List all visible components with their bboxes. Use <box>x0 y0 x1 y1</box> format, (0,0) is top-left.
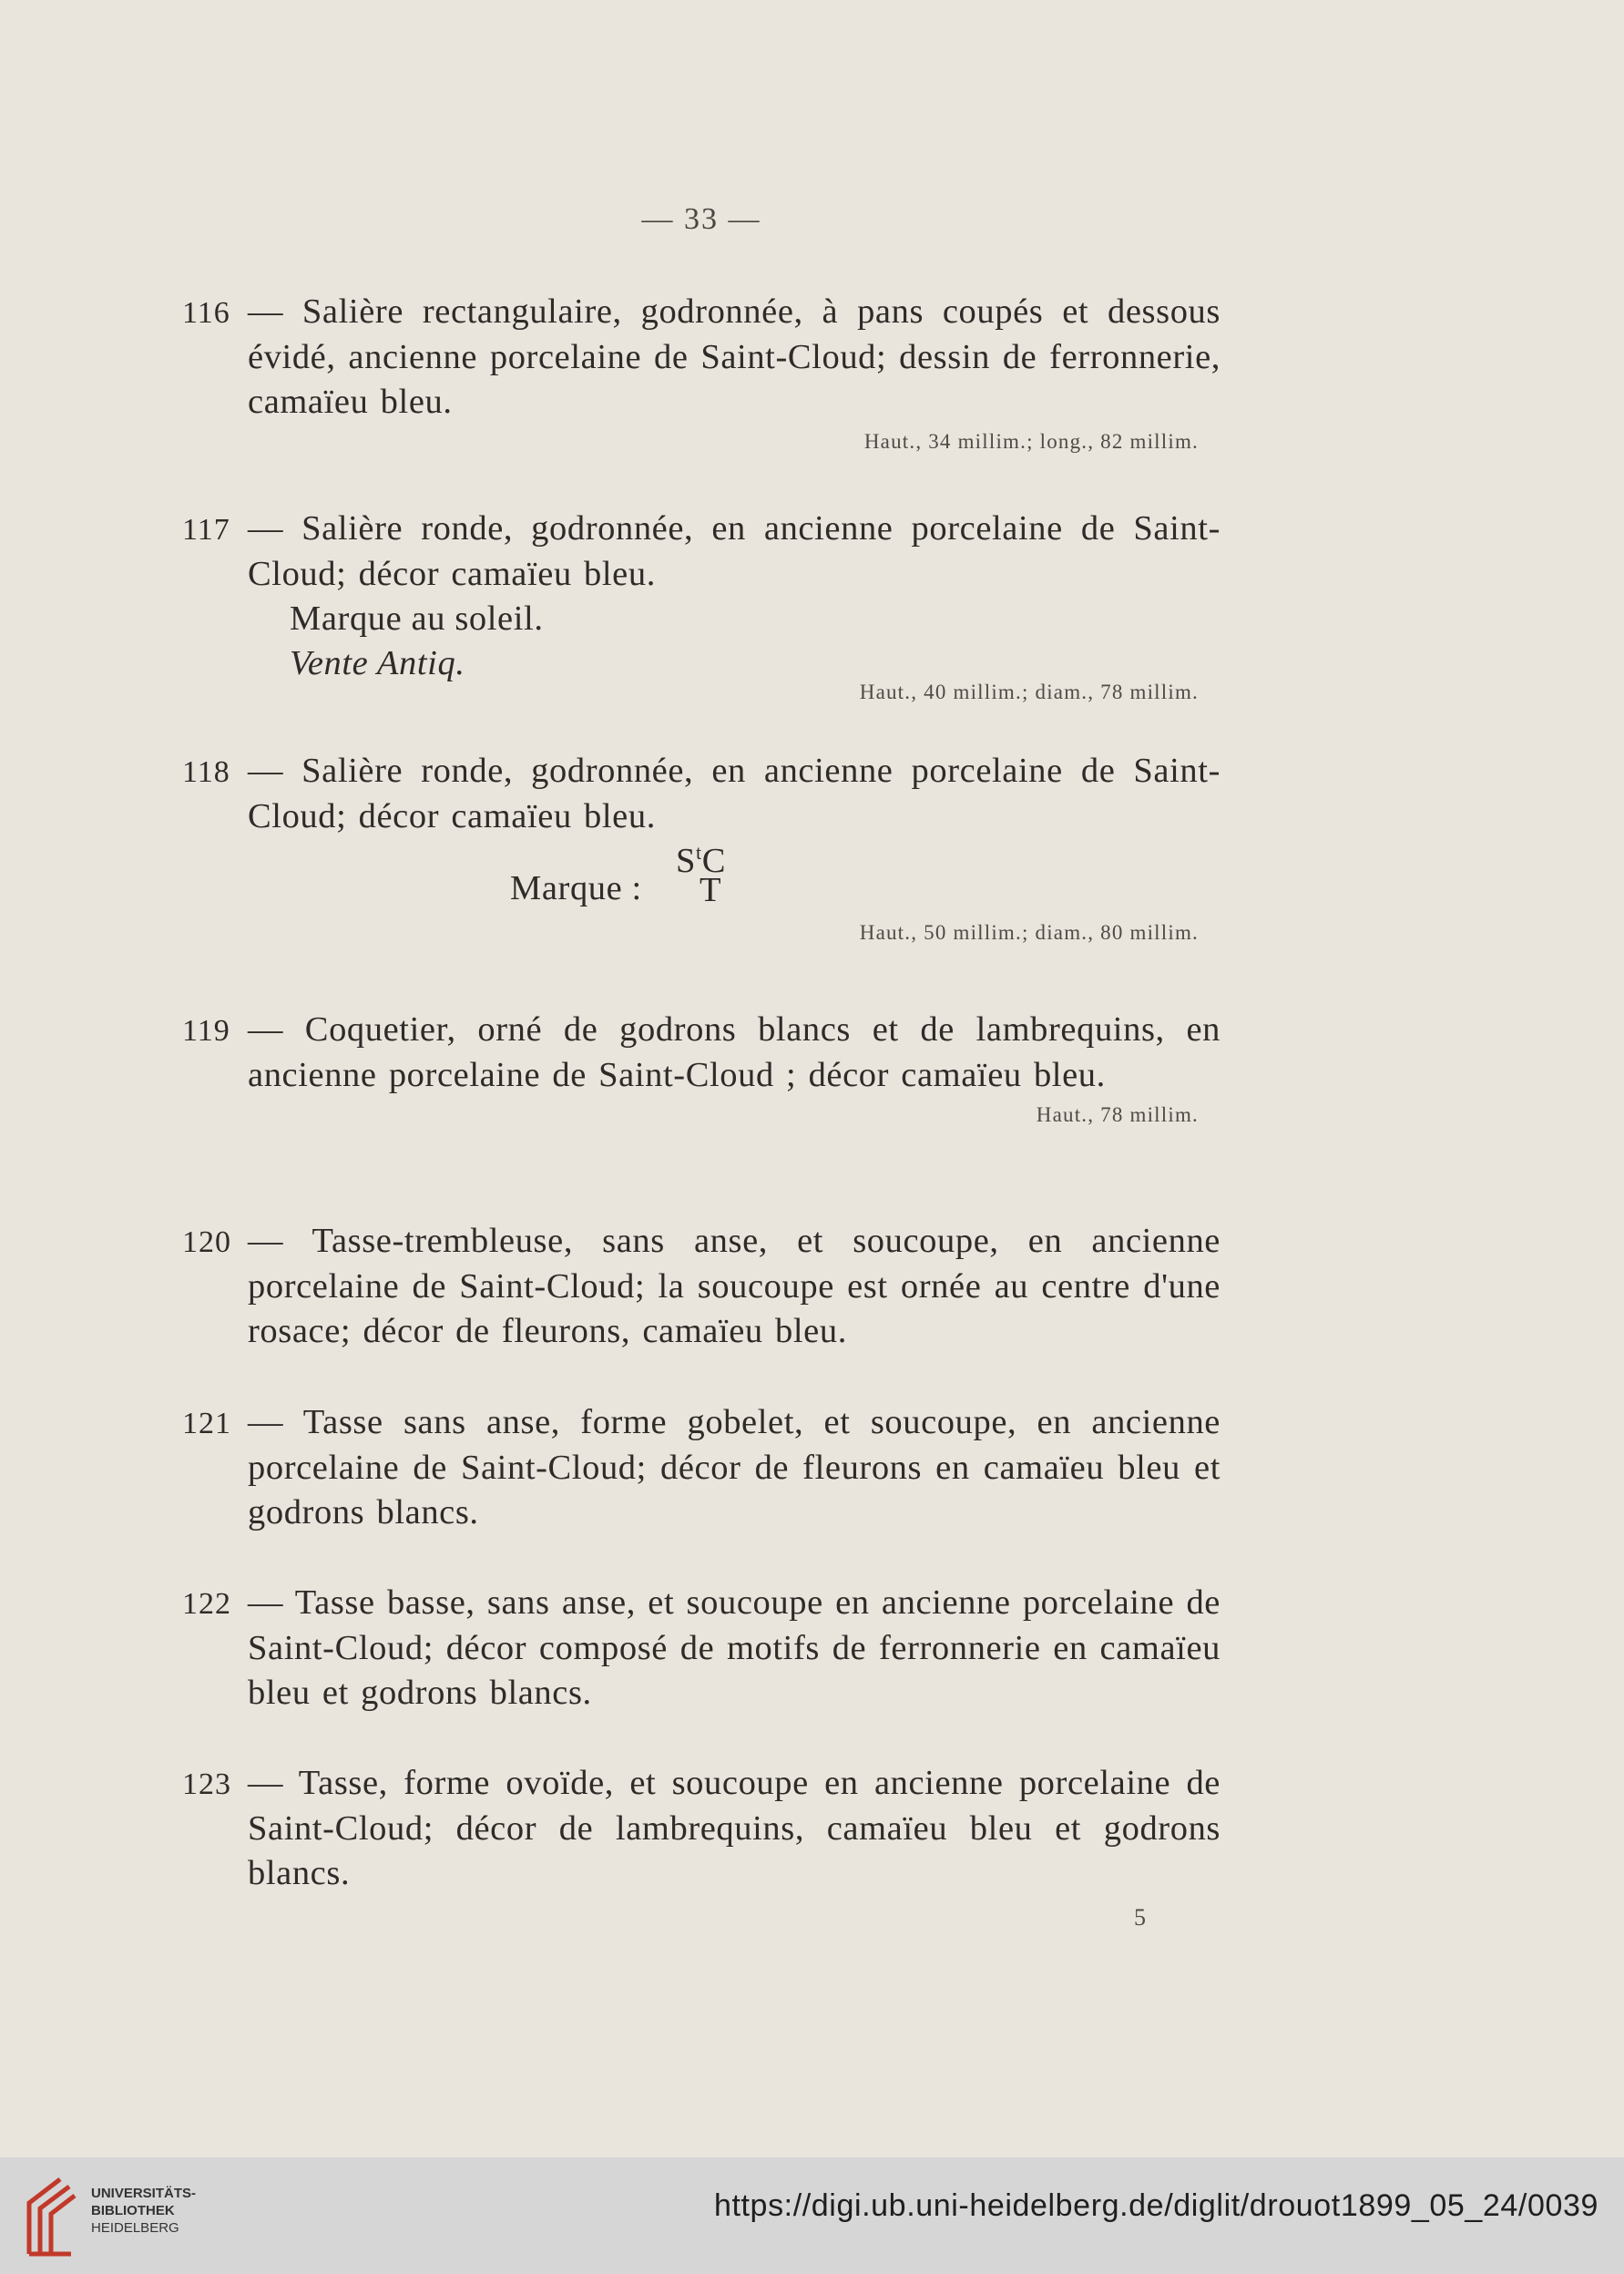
entry-number: 120 <box>182 1225 231 1259</box>
entry-number: 121 <box>182 1407 231 1440</box>
entry-number: 118 <box>182 755 230 789</box>
entry-text: — Tasse basse, sans anse, et soucoupe en ancienne porcelaine de Saint-Cloud; décor composé de motifs de ferronnerie en camaïeu bleu et godrons blancs. <box>248 1583 1221 1712</box>
mark-label: Marque : <box>510 869 642 907</box>
catalog-entry-119 <box>182 1008 1221 1127</box>
entry-text: — Tasse-trembleuse, sans anse, et soucoupe, en ancienne porcelaine de Saint-Cloud; la soucoupe est ornée au centre d'une rosace; décor de fleurons, camaïeu bleu. <box>248 1222 1221 1350</box>
ub-heidelberg-logo-icon <box>18 2172 82 2259</box>
digital-copy-url-link[interactable]: https://digi.ub.uni-heidelberg.de/diglit/drouot1899_05_24/0039 <box>713 2188 1598 2223</box>
entry-mark: Marque au soleil. <box>290 599 544 638</box>
entry-number: 117 <box>182 513 230 547</box>
catalog-entry-120 <box>182 1219 1221 1354</box>
entry-text: — Coquetier, orné de godrons blancs et de lambrequins, en ancienne porcelaine de Saint-Cloud ; décor camaïeu bleu. <box>248 1010 1221 1094</box>
entry-number: 116 <box>182 296 230 330</box>
entry-text: — Salière rectangulaire, godronnée, à pans coupés et dessous évidé, ancienne porcelaine de Saint-Cloud; dessin de ferronnerie, camaïeu bleu. <box>248 292 1221 421</box>
entry-number: 123 <box>182 1767 231 1801</box>
signature-mark: 5 <box>1134 1904 1146 1931</box>
entry-dimensions: Haut., 50 millim.; diam., 80 millim. <box>859 921 1199 944</box>
entry-mark <box>182 843 1221 916</box>
entry-dimensions: Haut., 34 millim.; long., 82 millim. <box>863 430 1199 453</box>
entry-number: 122 <box>182 1587 231 1621</box>
catalog-entry-122 <box>182 1581 1221 1716</box>
mark-monogram-bottom: T <box>700 871 722 909</box>
catalog-entry-117 <box>182 507 1221 704</box>
entry-text: — Tasse sans anse, forme gobelet, et soucoupe, en ancienne porcelaine de Saint-Cloud; décor de fleurons en camaïeu bleu et godrons blancs. <box>248 1403 1221 1531</box>
page-number: — 33 — <box>641 202 761 236</box>
entry-text: — Salière ronde, godronnée, en ancienne porcelaine de Saint-Cloud; décor camaïeu bleu. <box>248 509 1221 593</box>
mark-monogram-top: $S^tC$ <box>676 841 727 880</box>
footer-bar <box>0 2157 1624 2274</box>
catalog-entry-118 <box>182 749 1221 945</box>
institution-name: UNIVERSITÄTS- BIBLIOTHEK HEIDELBERG <box>91 2186 197 2236</box>
entry-provenance: Vente Antiq. <box>290 644 465 682</box>
entry-text: — Salière ronde, godronnée, en ancienne porcelaine de Saint-Cloud; décor camaïeu bleu. <box>248 752 1221 835</box>
catalog-entry-123 <box>182 1761 1221 1896</box>
entry-dimensions: Haut., 78 millim. <box>1036 1103 1199 1126</box>
catalog-entry-121 <box>182 1400 1221 1535</box>
entry-text: — Tasse, forme ovoïde, et soucoupe en ancienne porcelaine de Saint-Cloud; décor de lambrequins, camaïeu bleu et godrons blancs. <box>248 1764 1221 1892</box>
catalog-entry-116 <box>182 290 1221 454</box>
entry-dimensions: Haut., 40 millim.; diam., 78 millim. <box>859 681 1199 703</box>
entry-number: 119 <box>182 1014 230 1048</box>
